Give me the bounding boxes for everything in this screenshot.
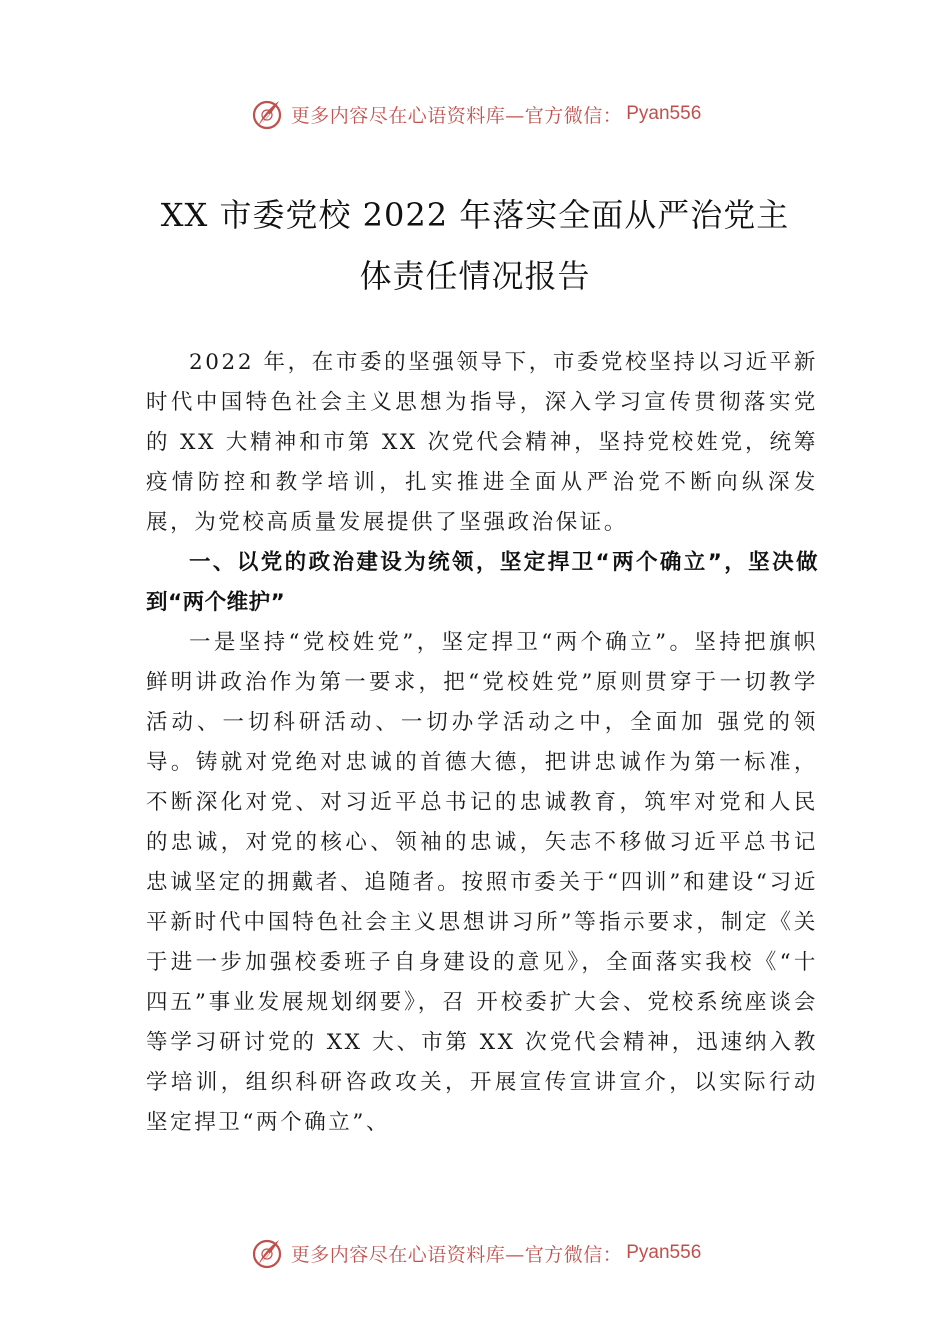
title-line-1: XX 市委党校 2022 年落实全面从严治党主 [160,196,790,234]
banner-wechat-id: Pyan556 [626,103,702,124]
document-body [146,343,818,1143]
document-title [100,185,850,307]
section-paragraph: 一是坚持“党校姓党”，坚定捍卫“两个确立”。坚持把旗帜鲜明讲政治作为第一要求，把“党校姓党”原则贯穿于一切教学活动、一切科研活动、一切办学活动之中，全面加 强党的领导。铸就对党绝对忠诚的首德大德，把讲忠诚作为第一标准，不断深化对党、对习近平总书记的忠诚教育，筑牢对党和人民的忠诚，对党的核心、领袖的忠诚，矢志不移做习近平总书记忠诚坚定的拥戴者、追随者。按照市委关于“四训”和建设“习近平新时代中国特色社会主义思想讲习所”等指示要求，制定《关于进一步加强校委班子自身建设的意见》，全面落实我校《“十四五”事业发展规划纲要》，召 开校委扩大会、党校系统座谈会等学习研讨党的 XX 大、市第 XX 次党代会精神，迅速纳入教学培训，组织科研咨政攻关，开展宣传宣讲宣介，以实际行动坚定捍卫“两个确立”、 [146,630,818,1135]
footer-watermark-banner [0,1233,950,1273]
feather-seal-icon [249,1235,285,1271]
section-heading: 一、以党的政治建设为统领，坚定捍卫“两个确立”，坚决做到“两个维护” [146,550,818,615]
banner-text: 更多内容尽在心语资料库—官方微信： [290,104,623,127]
header-watermark-banner [0,94,950,134]
feather-seal-icon [249,96,285,132]
intro-paragraph: 2022 年，在市委的坚强领导下，市委党校坚持以习近平新时代中国特色社会主义思想为指导，深入学习宣传贯彻落实党的 XX 大精神和市第 XX 次党代会精神，坚持党校姓党，统筹疫情防控和教学培训，扎实推进全面从严治党不断向纵深发展，为党校高质量发展提供了坚强政治保证。 [146,350,818,535]
banner-text: 更多内容尽在心语资料库—官方微信： [290,1243,623,1266]
banner-wechat-id: Pyan556 [626,1242,702,1263]
title-line-2: 体责任情况报告 [359,257,591,295]
